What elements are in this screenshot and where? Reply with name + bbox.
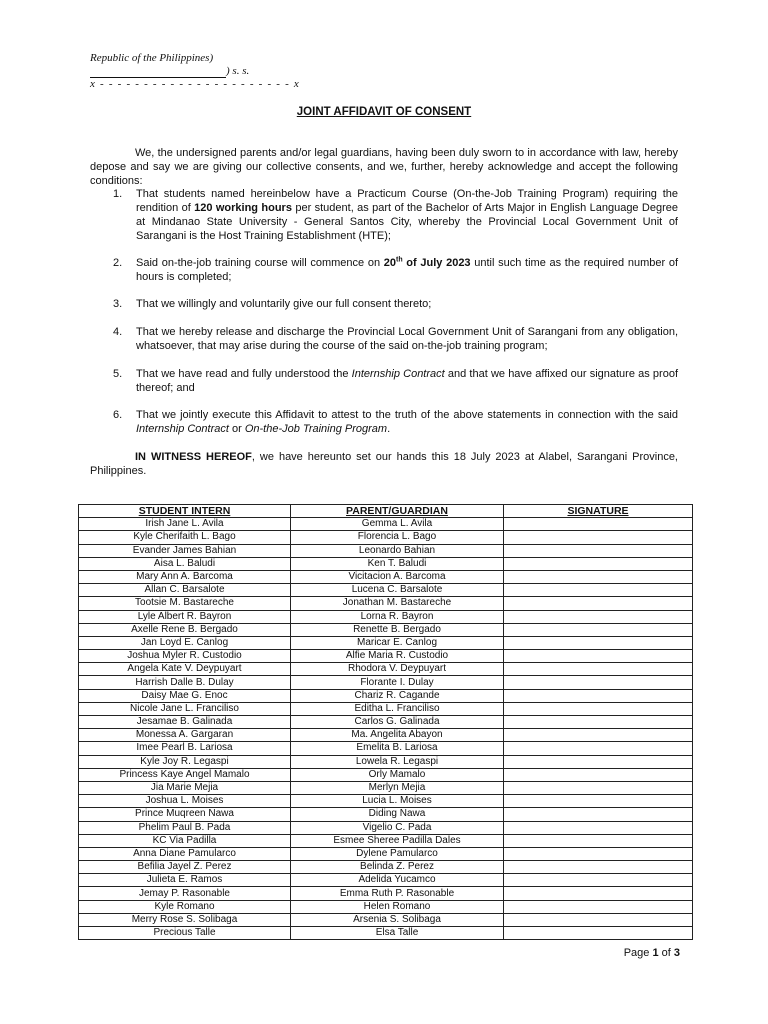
- table-row: [79, 861, 693, 874]
- table-row: [79, 900, 693, 913]
- witness-paragraph: [90, 450, 678, 478]
- parent-guardian-cell: Ma. Angelita Abayon: [291, 729, 504, 742]
- student-intern-cell: Mary Ann A. Barcoma: [79, 570, 291, 583]
- condition-2: [113, 256, 678, 284]
- condition-6: [113, 408, 678, 436]
- condition-number: 2.: [113, 257, 123, 269]
- table-row: [79, 821, 693, 834]
- header-signature: SIGNATURE: [504, 505, 693, 518]
- table-row: [79, 610, 693, 623]
- signature-cell[interactable]: [504, 861, 693, 874]
- condition-3: [113, 297, 678, 311]
- student-intern-cell: Aisa L. Baludi: [79, 557, 291, 570]
- student-intern-cell: Phelim Paul B. Pada: [79, 821, 291, 834]
- student-intern-cell: Jemay P. Rasonable: [79, 887, 291, 900]
- condition-text: [136, 367, 678, 395]
- signature-cell[interactable]: [504, 518, 693, 531]
- signature-cell[interactable]: [504, 768, 693, 781]
- signature-cell[interactable]: [504, 742, 693, 755]
- parent-guardian-cell: Carlos G. Galinada: [291, 716, 504, 729]
- table-row: [79, 781, 693, 794]
- table-row: [79, 544, 693, 557]
- table-row: [79, 663, 693, 676]
- student-intern-cell: Nicole Jane L. Franciliso: [79, 702, 291, 715]
- signature-cell[interactable]: [504, 847, 693, 860]
- parent-guardian-cell: Vigelio C. Pada: [291, 821, 504, 834]
- condition-text: That we hereby release and discharge the Provincial Local Government Unit of Sarangani from any obligation, whatsoever, that may arise during the course of the said on-the-job training program;: [136, 326, 678, 352]
- signature-cell[interactable]: [504, 650, 693, 663]
- parent-guardian-cell: Esmee Sheree Padilla Dales: [291, 834, 504, 847]
- table-row: [79, 795, 693, 808]
- condition-text-part: or: [228, 423, 245, 435]
- table-row: [79, 927, 693, 940]
- condition-number: 4.: [113, 326, 123, 338]
- parent-guardian-cell: Adelida Yucamco: [291, 874, 504, 887]
- signature-cell[interactable]: [504, 597, 693, 610]
- venue-block: [90, 52, 300, 91]
- signature-cell[interactable]: [504, 887, 693, 900]
- parent-guardian-cell: Orly Mamalo: [291, 768, 504, 781]
- signature-cell[interactable]: [504, 531, 693, 544]
- student-intern-cell: Anna Diane Pamularco: [79, 847, 291, 860]
- signature-cell[interactable]: [504, 781, 693, 794]
- venue-republic: Republic of the Philippines): [90, 52, 214, 64]
- table-body: [79, 518, 693, 940]
- signature-cell[interactable]: [504, 663, 693, 676]
- condition-text: [136, 408, 678, 436]
- parent-guardian-cell: Emelita B. Lariosa: [291, 742, 504, 755]
- table-row: [79, 716, 693, 729]
- venue-blank-line: [90, 65, 226, 78]
- condition-text-part: .: [387, 423, 391, 435]
- parent-guardian-cell: Renette B. Bergado: [291, 623, 504, 636]
- condition-text-part: Said on-the-job training course will commence on: [136, 257, 384, 269]
- ojt-program-ref: On-the-Job Training Program: [244, 423, 388, 435]
- signature-cell[interactable]: [504, 821, 693, 834]
- student-intern-cell: Prince Muqreen Nawa: [79, 808, 291, 821]
- signature-table: [78, 504, 693, 940]
- condition-text: [136, 256, 678, 284]
- parent-guardian-cell: Ken T. Baludi: [291, 557, 504, 570]
- student-intern-cell: Jesamae B. Galinada: [79, 716, 291, 729]
- student-intern-cell: Kyle Romano: [79, 900, 291, 913]
- student-intern-cell: Evander James Bahian: [79, 544, 291, 557]
- table-row: [79, 834, 693, 847]
- signature-cell[interactable]: [504, 900, 693, 913]
- student-intern-cell: Princess Kaye Angel Mamalo: [79, 768, 291, 781]
- condition-bold-hours: 120 working hours: [194, 202, 292, 214]
- condition-number: 1.: [113, 188, 123, 200]
- condition-text: [136, 187, 678, 243]
- witness-heading: IN WITNESS HEREOF: [135, 451, 252, 463]
- signature-cell[interactable]: [504, 808, 693, 821]
- parent-guardian-cell: Elsa Talle: [291, 927, 504, 940]
- condition-number: 3.: [113, 298, 123, 310]
- student-intern-cell: Tootsie M. Bastareche: [79, 597, 291, 610]
- parent-guardian-cell: Lucia L. Moises: [291, 795, 504, 808]
- student-intern-cell: Monessa A. Gargaran: [79, 729, 291, 742]
- parent-guardian-cell: Vicitacion A. Barcoma: [291, 570, 504, 583]
- table-row: [79, 887, 693, 900]
- signature-cell[interactable]: [504, 623, 693, 636]
- condition-number: 6.: [113, 409, 123, 421]
- parent-guardian-cell: Merlyn Mejia: [291, 781, 504, 794]
- signature-cell[interactable]: [504, 636, 693, 649]
- signature-cell[interactable]: [504, 584, 693, 597]
- student-intern-cell: Allan C. Barsalote: [79, 584, 291, 597]
- internship-contract-ref: Internship Contract: [136, 423, 229, 435]
- table-row: [79, 650, 693, 663]
- parent-guardian-cell: Chariz R. Cagande: [291, 689, 504, 702]
- signature-cell[interactable]: [504, 755, 693, 768]
- date-day: 20: [383, 257, 397, 269]
- parent-guardian-cell: Emma Ruth P. Rasonable: [291, 887, 504, 900]
- parent-guardian-cell: Editha L. Franciliso: [291, 702, 504, 715]
- signature-cell[interactable]: [504, 676, 693, 689]
- table-row: [79, 702, 693, 715]
- student-intern-cell: Befilia Jayel Z. Perez: [79, 861, 291, 874]
- condition-text-part: That students named hereinbelow have a Practicum Course (On-the-Job Training Program) requiring the rendition of: [136, 188, 678, 214]
- student-intern-cell: Jia Marie Mejia: [79, 781, 291, 794]
- parent-guardian-cell: Lorna R. Bayron: [291, 610, 504, 623]
- parent-guardian-cell: Florencia L. Bago: [291, 531, 504, 544]
- table-row: [79, 729, 693, 742]
- student-intern-cell: Julieta E. Ramos: [79, 874, 291, 887]
- intro-paragraph: [90, 146, 678, 188]
- student-intern-cell: Imee Pearl B. Lariosa: [79, 742, 291, 755]
- student-intern-cell: Kyle Cherifaith L. Bago: [79, 531, 291, 544]
- parent-guardian-cell: Alfie Maria R. Custodio: [291, 650, 504, 663]
- condition-4: [113, 325, 678, 353]
- student-intern-cell: Lyle Albert R. Bayron: [79, 610, 291, 623]
- table-header-row: [79, 505, 693, 518]
- parent-guardian-cell: Lucena C. Barsalote: [291, 584, 504, 597]
- document-title: JOINT AFFIDAVIT OF CONSENT: [296, 106, 472, 118]
- header-parent-guardian: PARENT/GUARDIAN: [291, 505, 504, 518]
- page-indicator: [624, 947, 680, 959]
- page-current: 1: [652, 947, 659, 959]
- parent-guardian-cell: Arsenia S. Solibaga: [291, 913, 504, 926]
- signature-cell[interactable]: [504, 689, 693, 702]
- condition-text-part: That we have read and fully understood the: [136, 368, 352, 380]
- parent-guardian-cell: Jonathan M. Bastareche: [291, 597, 504, 610]
- table-row: [79, 808, 693, 821]
- condition-1: [113, 187, 678, 243]
- date-month: of July 2023: [402, 257, 471, 269]
- parent-guardian-cell: Leonardo Bahian: [291, 544, 504, 557]
- venue-ss: ) s. s.: [226, 65, 250, 77]
- condition-text-part: per student, as part of the Bachelor of Arts Major in English Language Degree at Mindanao State University - General Santos City, whereby the Provincial Local Government Unit of Sarangani is the Host Training Establishment (HTE);: [136, 202, 679, 242]
- signature-cell[interactable]: [504, 874, 693, 887]
- signature-cell[interactable]: [504, 913, 693, 926]
- condition-number: 5.: [113, 368, 123, 380]
- table-row: [79, 689, 693, 702]
- parent-guardian-cell: Belinda Z. Perez: [291, 861, 504, 874]
- table-row: [79, 557, 693, 570]
- student-intern-cell: KC Via Padilla: [79, 834, 291, 847]
- student-intern-cell: Jan Loyd E. Canlog: [79, 636, 291, 649]
- table-row: [79, 597, 693, 610]
- table-row: [79, 742, 693, 755]
- table-row: [79, 518, 693, 531]
- table-row: [79, 636, 693, 649]
- parent-guardian-cell: Helen Romano: [291, 900, 504, 913]
- signature-cell[interactable]: [504, 834, 693, 847]
- signature-cell[interactable]: [504, 927, 693, 940]
- date-suffix: th: [396, 256, 403, 264]
- condition-text-part: until such time as the required number of hours is completed;: [136, 257, 678, 283]
- condition-text: That we willingly and voluntarily give our full consent thereto;: [136, 298, 432, 310]
- parent-guardian-cell: Maricar E. Canlog: [291, 636, 504, 649]
- table-row: [79, 874, 693, 887]
- table-row: [79, 755, 693, 768]
- table-row: [79, 584, 693, 597]
- page-of: of: [658, 947, 674, 959]
- venue-ss-line: [90, 65, 300, 78]
- signature-cell[interactable]: [504, 544, 693, 557]
- signature-cell[interactable]: [504, 795, 693, 808]
- signature-cell[interactable]: [504, 702, 693, 715]
- student-intern-cell: Angela Kate V. Deypuyart: [79, 663, 291, 676]
- internship-contract-ref: Internship Contract: [351, 368, 445, 380]
- parent-guardian-cell: Gemma L. Avila: [291, 518, 504, 531]
- header-student-intern: STUDENT INTERN: [79, 505, 291, 518]
- student-intern-cell: Harrish Dalle B. Dulay: [79, 676, 291, 689]
- venue-dashes: x - - - - - - - - - - - - - - - - - - - - - - x: [90, 78, 301, 90]
- signature-cell[interactable]: [504, 570, 693, 583]
- parent-guardian-cell: Florante I. Dulay: [291, 676, 504, 689]
- parent-guardian-cell: Rhodora V. Deypuyart: [291, 663, 504, 676]
- table-row: [79, 913, 693, 926]
- condition-5: [113, 367, 678, 395]
- condition-text-part: and that we have affixed our signature as proof thereof; and: [136, 368, 678, 394]
- table-row: [79, 847, 693, 860]
- condition-text-part: That we jointly execute this Affidavit to attest to the truth of the above statements in connection with the said: [136, 409, 678, 421]
- student-intern-cell: Kyle Joy R. Legaspi: [79, 755, 291, 768]
- parent-guardian-cell: Lowela R. Legaspi: [291, 755, 504, 768]
- parent-guardian-cell: Dylene Pamularco: [291, 847, 504, 860]
- parent-guardian-cell: Diding Nawa: [291, 808, 504, 821]
- table-row: [79, 531, 693, 544]
- intro-text: We, the undersigned parents and/or legal guardians, having been duly sworn to in accordance with law, hereby depose and say we are giving our collective consents, and we, further, hereby acknowledge and accept the following conditions:: [90, 147, 678, 187]
- signature-cell[interactable]: [504, 729, 693, 742]
- witness-text: , we have hereunto set our hands this 18 July 2023 at Alabel, Sarangani Province, Philippines.: [90, 451, 678, 477]
- student-intern-cell: Merry Rose S. Solibaga: [79, 913, 291, 926]
- signature-cell[interactable]: [504, 716, 693, 729]
- table-row: [79, 676, 693, 689]
- student-intern-cell: Daisy Mae G. Enoc: [79, 689, 291, 702]
- table-row: [79, 570, 693, 583]
- student-intern-cell: Precious Talle: [79, 927, 291, 940]
- student-intern-cell: Irish Jane L. Avila: [79, 518, 291, 531]
- table-row: [79, 623, 693, 636]
- student-intern-cell: Joshua Myler R. Custodio: [79, 650, 291, 663]
- condition-bold-date: [384, 257, 471, 269]
- student-intern-cell: Joshua L. Moises: [79, 795, 291, 808]
- page-label: Page: [623, 947, 653, 959]
- signature-cell[interactable]: [504, 610, 693, 623]
- signature-cell[interactable]: [504, 557, 693, 570]
- table-row: [79, 768, 693, 781]
- student-intern-cell: Axelle Rene B. Bergado: [79, 623, 291, 636]
- page-total: 3: [673, 947, 680, 959]
